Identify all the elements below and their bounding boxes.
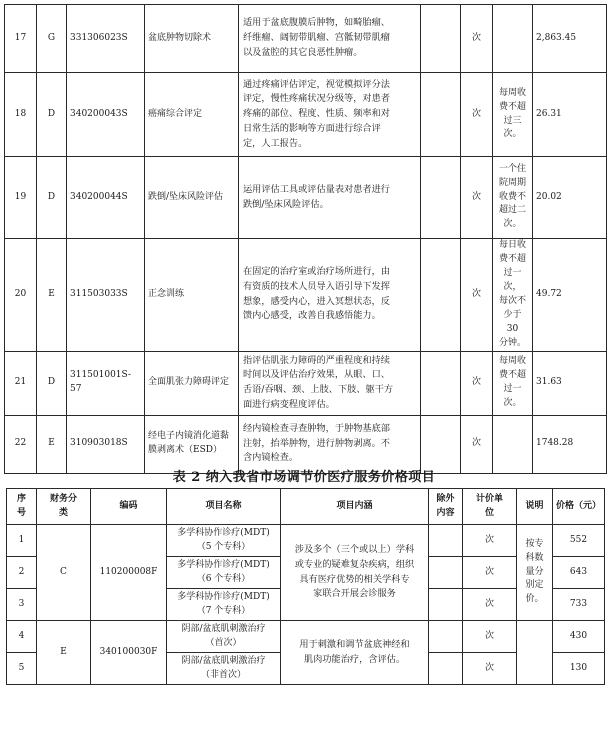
row-code: 311503033S — [67, 239, 145, 352]
row-exclude — [429, 557, 463, 589]
text-line: 疼痛的部位、程度、性质、频率和对 — [243, 108, 390, 120]
row-unit: 次 — [461, 239, 493, 352]
row-note — [493, 73, 533, 157]
text-line: 家联合开展会诊服务 — [313, 588, 396, 600]
header-code: 编码 — [91, 489, 167, 525]
header-note: 说明 — [517, 489, 553, 525]
row-price: 26.31 — [533, 73, 607, 157]
text-line: 超过二 — [498, 205, 526, 216]
text-line: 想象，感受内心，进入冥想状态，反 — [243, 295, 390, 307]
row-unit: 次 — [463, 557, 517, 589]
row-unit: 次 — [463, 589, 517, 621]
text-line: 评定，慢性疼痛状况分级等，对患者 — [243, 93, 390, 105]
header-price: 价格（元） — [553, 489, 605, 525]
text-line: 每次不 — [498, 295, 526, 306]
text-line: 每周收 — [498, 356, 526, 367]
row-seq: 20 — [5, 239, 37, 352]
text-line: 别定 — [525, 580, 544, 591]
text-line: 经内镜检查寻查肿物，于肿物基底部 — [243, 422, 390, 434]
text-line: 舌语/吞咽、颈、上肢、下肢、躯干方 — [243, 384, 394, 395]
header-content: 项目内涵 — [281, 489, 429, 525]
row-category: G — [37, 5, 67, 73]
table-row — [5, 73, 607, 157]
header-unit: 计价单 位 — [463, 489, 517, 525]
text-line: 每日收 — [498, 240, 526, 250]
text-line: 分钟。 — [498, 337, 526, 348]
text-line: 跌倒/坠床风险评估。 — [243, 198, 329, 210]
row-unit: 次 — [463, 621, 517, 653]
text-line: 运用评估工具或评估量表对患者进行 — [243, 183, 390, 195]
table-row — [7, 525, 605, 557]
table-2-caption: 表 2 纳入我省市场调节价医疗服务价格项目 — [172, 470, 436, 485]
row-name: 癌痛综合评定 — [145, 73, 239, 157]
row-name — [167, 653, 281, 685]
row-name: 经电子内镜消化道黏膜剥离术（ESD） — [145, 415, 239, 473]
table-2 — [6, 488, 605, 685]
row-seq: 4 — [7, 621, 37, 653]
row-unit: 次 — [461, 73, 493, 157]
text-line: 费不超 — [498, 101, 526, 112]
table-row — [7, 621, 605, 653]
row-exclude — [421, 157, 461, 239]
row-unit: 次 — [461, 351, 493, 415]
header-name: 项目名称 — [167, 489, 281, 525]
row-seq: 19 — [5, 157, 37, 239]
text-line: 阴部/盆底肌刺激治疗 — [181, 623, 266, 634]
row-exclude — [421, 351, 461, 415]
text-line: 含内镜检查。 — [243, 452, 299, 464]
table-row — [5, 351, 607, 415]
text-line: 指评估肌张力障碍的严重程度和持续 — [243, 354, 390, 366]
table-row — [5, 157, 607, 239]
row-unit: 次 — [463, 525, 517, 557]
row-exclude — [421, 239, 461, 352]
row-code: 340200043S — [67, 73, 145, 157]
text-line: （非首次） — [200, 669, 246, 680]
row-category: E — [37, 621, 91, 685]
row-note — [493, 5, 533, 73]
text-line: 按专 — [525, 538, 544, 549]
row-content — [239, 351, 421, 415]
row-exclude — [421, 5, 461, 73]
row-price: 643 — [553, 557, 605, 589]
row-unit: 次 — [463, 653, 517, 685]
text-line: 费不超 — [498, 253, 526, 264]
row-name: 跌倒/坠床风险评估 — [145, 157, 239, 239]
row-content — [239, 415, 421, 473]
text-line: （5 个专科） — [196, 541, 251, 552]
row-price: 31.63 — [533, 351, 607, 415]
text-line: 或专业的疑难复杂疾病，组织 — [294, 558, 415, 570]
text-line: 每周收 — [498, 87, 526, 98]
row-seq: 22 — [5, 415, 37, 473]
text-line: 多学科协作诊疗(MDT) — [177, 527, 270, 538]
text-line: 馈内心感受，改善自我感悟能力。 — [243, 310, 381, 322]
text-line: 日常生活的影响等方面进行综合评 — [243, 122, 381, 134]
row-category: E — [37, 415, 67, 473]
text-line: 价。 — [525, 594, 544, 605]
row-unit: 次 — [461, 5, 493, 73]
text-line: 用于刺激和调节盆底神经和 — [299, 638, 410, 650]
text-line: 多学科协作诊疗(MDT) — [177, 591, 270, 602]
text-line: 在固定的治疗室或治疗场所进行，由 — [243, 266, 390, 278]
row-name — [167, 589, 281, 621]
row-price: 430 — [553, 621, 605, 653]
row-code: 310903018S — [67, 415, 145, 473]
row-name: 盆底肿物切除术 — [145, 5, 239, 73]
text-line: 少于 30 — [503, 309, 522, 334]
row-note — [493, 239, 533, 352]
table-1 — [4, 4, 607, 474]
row-content — [281, 525, 429, 621]
text-line: 过一次。 — [503, 384, 522, 408]
row-seq: 17 — [5, 5, 37, 73]
row-content — [281, 621, 429, 685]
text-line: 费不超 — [498, 370, 526, 381]
row-exclude — [421, 415, 461, 473]
text-line: 涉及多个（三个或以上）学科 — [294, 544, 415, 556]
row-note — [493, 415, 533, 473]
row-code: 311501001S-57 — [67, 351, 145, 415]
table-row — [5, 239, 607, 352]
row-category: C — [37, 525, 91, 621]
text-line: 院周期 — [498, 177, 526, 188]
row-name: 全面肌张力障碍评定 — [145, 351, 239, 415]
text-line: 以及盆腔的其它良恶性肿瘤。 — [243, 46, 363, 58]
row-unit: 次 — [461, 157, 493, 239]
text-line: 定，人工报告。 — [243, 137, 308, 149]
text-line: 科数 — [525, 552, 544, 563]
text-line: 阴部/盆底肌刺激治疗 — [181, 655, 266, 666]
row-seq: 18 — [5, 73, 37, 157]
row-name — [167, 557, 281, 589]
row-note — [493, 351, 533, 415]
row-name: 正念训练 — [145, 239, 239, 352]
table-row — [5, 415, 607, 473]
row-note — [493, 157, 533, 239]
row-seq: 5 — [7, 653, 37, 685]
row-content — [239, 73, 421, 157]
text-line: 时间以及评估治疗效果，从眼、口、 — [243, 369, 390, 381]
header-category: 财务分 类 — [37, 489, 91, 525]
header-seq: 序 号 — [7, 489, 37, 525]
row-name — [167, 621, 281, 653]
text-line: 纤维瘤、阔韧带肌瘤、宫骶韧带肌瘤 — [243, 32, 390, 44]
row-exclude — [429, 621, 463, 653]
text-line: 适用于盆底腹膜后肿物，如畸胎瘤、 — [243, 17, 390, 29]
row-price: 2,863.45 — [533, 5, 607, 73]
text-line: 注射，抬举肿物，进行肿物剥离。不 — [243, 437, 390, 449]
row-code: 331306023S — [67, 5, 145, 73]
row-exclude — [429, 653, 463, 685]
table-2-header-row — [7, 489, 605, 525]
row-price: 552 — [553, 525, 605, 557]
row-content — [239, 5, 421, 73]
row-exclude — [429, 525, 463, 557]
row-exclude — [421, 73, 461, 157]
row-exclude — [429, 589, 463, 621]
text-line: 量分 — [525, 566, 544, 577]
row-price: 20.02 — [533, 157, 607, 239]
row-content — [239, 157, 421, 239]
row-price: 49.72 — [533, 239, 607, 352]
text-line: （6 个专科） — [196, 573, 251, 584]
row-unit: 次 — [461, 415, 493, 473]
table-row — [5, 5, 607, 73]
row-content — [239, 239, 421, 352]
text-line: 过一次， — [503, 267, 522, 292]
row-category: D — [37, 157, 67, 239]
row-seq: 2 — [7, 557, 37, 589]
row-code: 340200044S — [67, 157, 145, 239]
row-category: D — [37, 351, 67, 415]
text-line: 肌肉功能治疗，含评估。 — [303, 653, 406, 665]
text-line: 次。 — [503, 219, 522, 230]
row-category: D — [37, 73, 67, 157]
row-note — [517, 525, 553, 621]
text-line: 有资质的技术人员导入语引导下发挥 — [243, 281, 390, 293]
text-line: 通过疼痛评估评定，视觉模拟评分法 — [243, 78, 390, 90]
row-price: 130 — [553, 653, 605, 685]
text-line: 多学科协作诊疗(MDT) — [177, 559, 270, 570]
text-line: （7 个专科） — [196, 605, 251, 616]
text-line: 面进行病变程度评估。 — [243, 398, 335, 410]
row-price: 1748.28 — [533, 415, 607, 473]
text-line: 一个住 — [498, 163, 526, 174]
row-price: 733 — [553, 589, 605, 621]
text-line: 过三次。 — [503, 115, 522, 140]
text-line: 具有医疗优势的相关学科专 — [299, 573, 410, 585]
row-note — [517, 621, 553, 685]
row-seq: 21 — [5, 351, 37, 415]
row-code: 340100030F — [91, 621, 167, 685]
header-exclude: 除外 内容 — [429, 489, 463, 525]
row-name — [167, 525, 281, 557]
row-category: E — [37, 239, 67, 352]
row-code: 110200008F — [91, 525, 167, 621]
text-line: （首次） — [205, 637, 242, 648]
text-line: 收费不 — [498, 191, 526, 202]
row-seq: 1 — [7, 525, 37, 557]
row-seq: 3 — [7, 589, 37, 621]
